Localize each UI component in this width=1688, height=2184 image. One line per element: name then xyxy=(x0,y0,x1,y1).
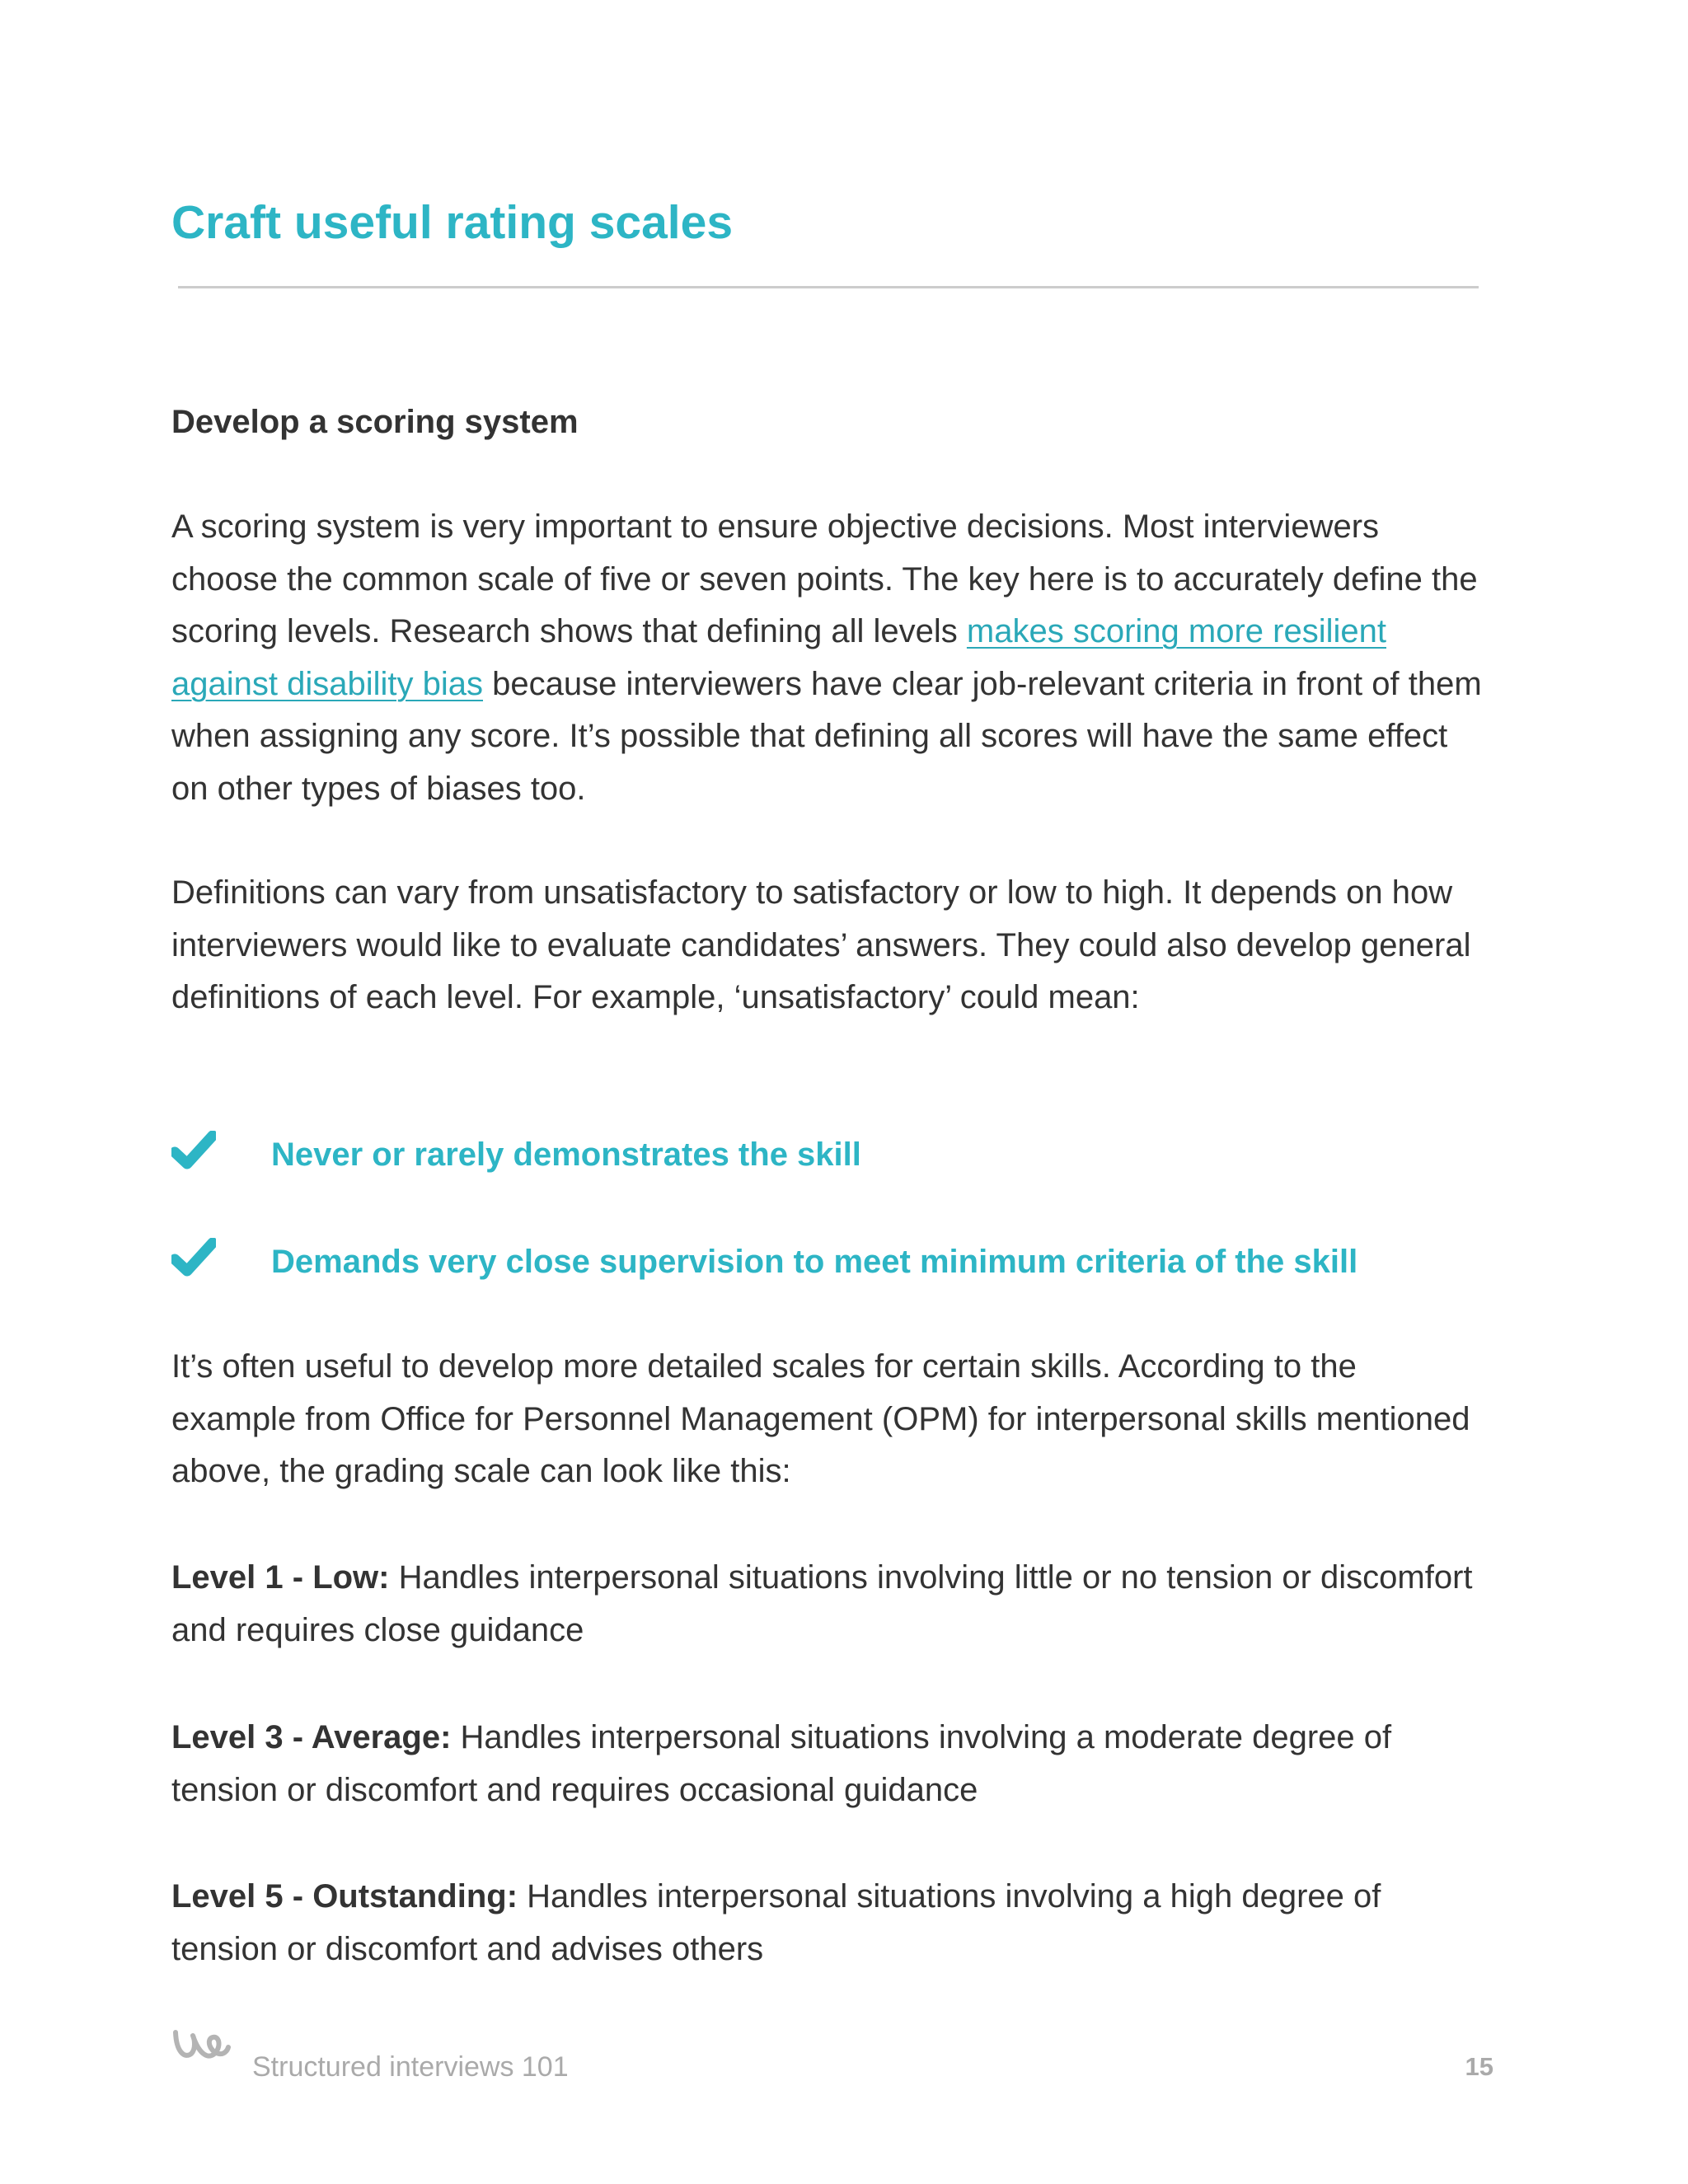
paragraph-text: A scoring system is very important to ensure objective decisions. Most interviewers choose the common scale of five or seven points. The key here is to accurately define the scoring levels. Research shows that defining all levels xyxy=(171,509,1478,649)
disability-bias-link[interactable]: makes scoring more resilient against disability bias xyxy=(171,613,1386,702)
level-description: Handles interpersonal situations involving a moderate degree of tension or discomfort and requires occasional guidance xyxy=(171,1719,1392,1808)
paragraph-definitions: Definitions can vary from unsatisfactory to satisfactory or low to high. It depends on how interviewers would like to evaluate candidates’ answers. They could also develop general definitions of each level. For example, ‘unsatisfactory’ could mean: xyxy=(171,874,1471,1015)
page-title: Craft useful rating scales xyxy=(171,196,734,249)
level-description: Handles interpersonal situations involving little or no tension or discomfort and requires close guidance xyxy=(171,1559,1473,1648)
paragraph-text: because interviewers have clear job-relevant criteria in front of them when assigning any score. It’s possible that defining all scores will have the same effect on other types of biases too. xyxy=(171,665,1482,807)
level-label: Level 3 - Average: xyxy=(171,1719,452,1755)
footer-title: Structured interviews 101 xyxy=(252,2051,569,2083)
level-description: Handles interpersonal situations involving a high degree of tension or discomfort and advises others xyxy=(171,1878,1381,1967)
section-heading: Develop a scoring system xyxy=(171,404,579,440)
level-definition xyxy=(171,1552,1490,1657)
checklist-item-text: Demands very close supervision to meet minimum criteria of the skill xyxy=(271,1244,1358,1280)
level-definition xyxy=(171,1871,1490,1975)
paragraph-scoring-system xyxy=(171,501,1490,815)
checkmark-icon xyxy=(171,1238,216,1279)
checklist-item-text: Never or rarely demonstrates the skill xyxy=(271,1137,861,1173)
page-number: 15 xyxy=(1465,2052,1493,2081)
title-divider xyxy=(178,286,1479,288)
level-label: Level 1 - Low: xyxy=(171,1559,390,1596)
paragraph-detailed-scales: It’s often useful to develop more detailed scales for certain skills. According to the example from Office for Personnel Management (OPM) for interpersonal skills mentioned above, the grading scale can look like this: xyxy=(171,1348,1470,1489)
level-definition xyxy=(171,1712,1490,1816)
brand-logo-icon xyxy=(171,2027,231,2064)
level-label: Level 5 - Outstanding: xyxy=(171,1878,518,1915)
checkmark-icon xyxy=(171,1131,216,1172)
